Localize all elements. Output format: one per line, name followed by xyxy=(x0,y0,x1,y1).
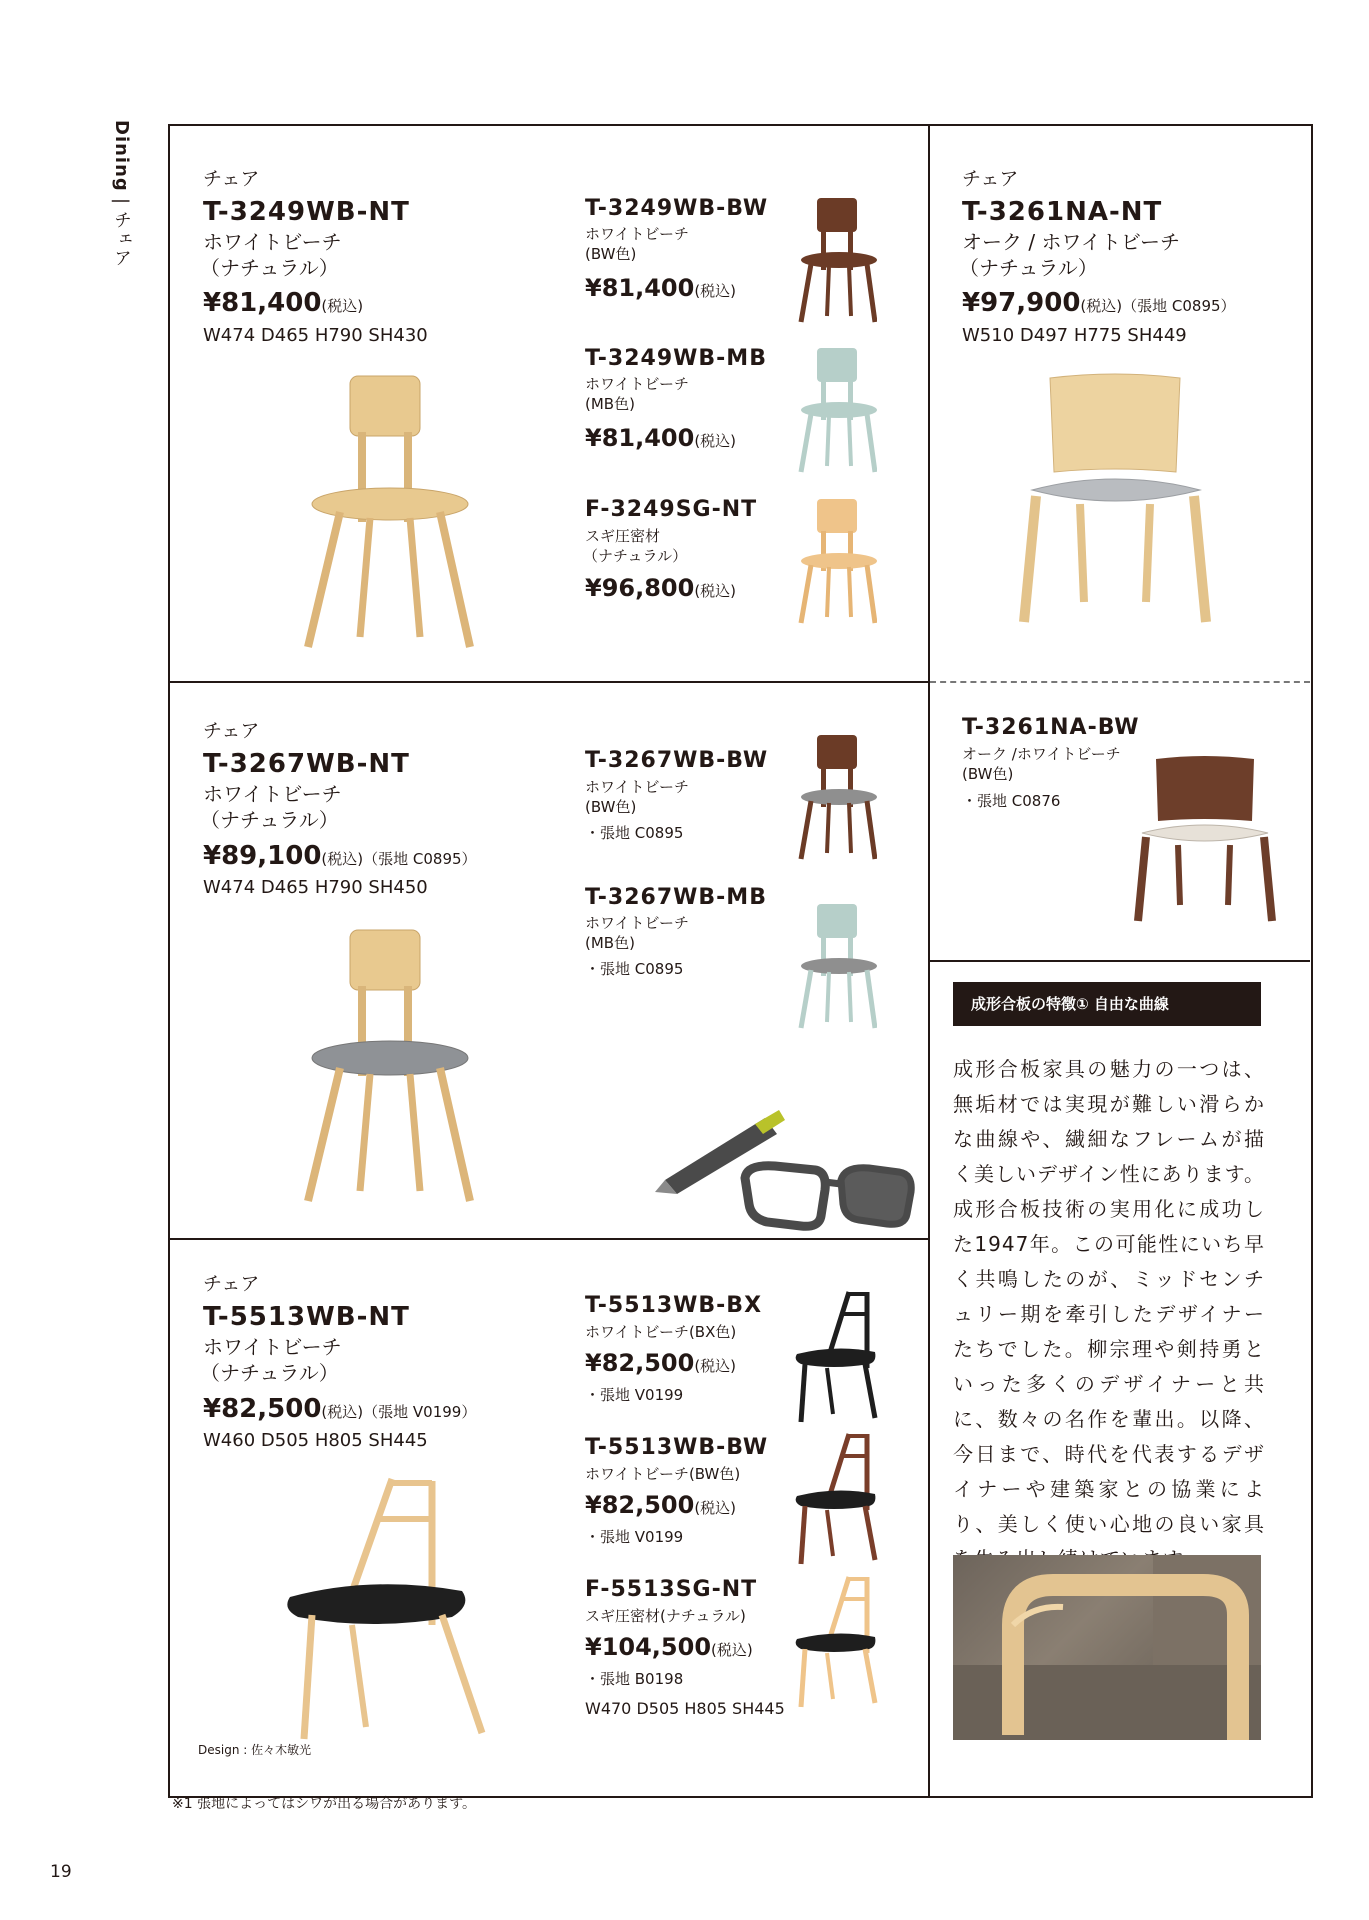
variant-material: ホワイトビーチ xyxy=(585,375,689,393)
variant-code: F-3249SG-NT xyxy=(585,497,758,522)
variant-material: ホワイトビーチ xyxy=(585,778,689,796)
variant-price-value: ¥82,500 xyxy=(585,1491,695,1519)
material-color: （ナチュラル） xyxy=(959,256,1098,280)
variant-price-value: ¥81,400 xyxy=(585,424,695,452)
chair-image xyxy=(290,926,490,1211)
chair-image xyxy=(1010,372,1220,627)
variant-material: ホワイトビーチ(BX色) xyxy=(585,1323,737,1341)
tax-note: (税込) xyxy=(694,282,737,300)
row-divider-1 xyxy=(168,681,930,683)
section-name: Dining xyxy=(111,120,132,192)
tax-note: (税込)（張地 C0895） xyxy=(1080,297,1236,315)
price-value: ¥89,100 xyxy=(203,841,322,871)
price xyxy=(962,288,1236,318)
variant-price-value: ¥96,800 xyxy=(585,574,695,602)
tax-note: (税込)（張地 V0199） xyxy=(321,1403,477,1421)
pen-and-glasses-illustration xyxy=(655,1100,915,1235)
variant-code: T-3249WB-BW xyxy=(585,196,769,221)
row-divider-2 xyxy=(168,1238,930,1240)
variant-material: ホワイトビーチ xyxy=(585,914,689,932)
variant-material: スギ圧密材 xyxy=(585,527,661,545)
variant-material: オーク /ホワイトビーチ xyxy=(962,745,1121,763)
tax-note: (税込) xyxy=(694,432,737,450)
material-color: （ナチュラル） xyxy=(200,1361,339,1385)
dimensions: W510 D497 H775 SH449 xyxy=(962,325,1187,346)
variant-price-value: ¥81,400 xyxy=(585,274,695,302)
fabric-code: ・張地 V0199 xyxy=(585,1528,684,1546)
variant-code: T-5513WB-BW xyxy=(585,1435,769,1460)
price-value: ¥97,900 xyxy=(962,288,1081,318)
designer-credit: Design : 佐々木敏光 xyxy=(198,1743,312,1757)
price xyxy=(203,288,363,318)
chair-image-sg xyxy=(793,1575,878,1710)
material-color: （ナチュラル） xyxy=(200,808,339,832)
fabric-code: ・張地 C0895 xyxy=(585,960,684,978)
variant-code: T-3267WB-BW xyxy=(585,748,769,773)
variant-price-value: ¥104,500 xyxy=(585,1633,712,1661)
chair-image-mb xyxy=(797,902,877,1032)
category-label: チェア xyxy=(203,720,260,742)
product-code: T-3249WB-NT xyxy=(203,197,410,227)
chair-image-bw xyxy=(797,733,877,863)
tax-note: (税込)（張地 C0895） xyxy=(321,850,477,868)
category-label: チェア xyxy=(962,168,1019,190)
variant-material: スギ圧密材(ナチュラル) xyxy=(585,1607,746,1625)
right-divider xyxy=(930,960,1310,962)
tax-note: (税込) xyxy=(711,1641,753,1659)
chair-image xyxy=(290,372,490,657)
variant-color: (MB色) xyxy=(585,934,635,952)
material: ホワイトビーチ xyxy=(203,1335,342,1359)
section-sub: チェア xyxy=(111,210,132,268)
variant-code: T-5513WB-BX xyxy=(585,1293,763,1318)
variant-dimensions: W470 D505 H805 SH445 xyxy=(585,1699,785,1718)
fabric-code: ・張地 C0876 xyxy=(962,792,1061,810)
variant-code: F-5513SG-NT xyxy=(585,1577,758,1602)
material-color: （ナチュラル） xyxy=(200,256,339,280)
feature-heading: 成形合板の特徴① 自由な曲線 xyxy=(953,982,1261,1026)
chair-image-bx xyxy=(793,1290,878,1425)
chair-image-bw xyxy=(797,196,877,326)
variant-color: (BW色) xyxy=(585,798,637,816)
dimensions: W460 D505 H805 SH445 xyxy=(203,1430,428,1451)
tax-note: (税込) xyxy=(694,582,737,600)
price xyxy=(203,841,477,871)
product-code: T-5513WB-NT xyxy=(203,1302,410,1332)
variant-code: T-3249WB-MB xyxy=(585,346,767,371)
dimensions: W474 D465 H790 SH450 xyxy=(203,877,428,898)
price xyxy=(203,1394,476,1424)
price-value: ¥82,500 xyxy=(203,1394,322,1424)
variant-material: ホワイトビーチ(BW色) xyxy=(585,1465,741,1483)
fabric-code: ・張地 V0199 xyxy=(585,1386,684,1404)
variant-code: T-3267WB-MB xyxy=(585,885,767,910)
fabric-code: ・張地 C0895 xyxy=(585,824,684,842)
material: ホワイトビーチ xyxy=(203,782,342,806)
variant-price xyxy=(585,424,736,452)
price-value: ¥81,400 xyxy=(203,288,322,318)
divider: | xyxy=(111,197,132,205)
chair-image-bw xyxy=(793,1432,878,1567)
fabric-code: ・張地 B0198 xyxy=(585,1670,684,1688)
variant-color: (BW色) xyxy=(962,765,1014,783)
variant-price-value: ¥82,500 xyxy=(585,1349,695,1377)
tax-note: (税込) xyxy=(321,297,364,315)
tax-note: (税込) xyxy=(694,1357,737,1375)
variant-price xyxy=(585,274,736,302)
variant-color: （ナチュラル） xyxy=(583,547,688,565)
chair-image-mb xyxy=(797,346,877,476)
product-code: T-3267WB-NT xyxy=(203,749,410,779)
variant-color: (MB色) xyxy=(585,395,635,413)
page-number: 19 xyxy=(50,1862,72,1882)
tax-note: (税込) xyxy=(694,1499,737,1517)
material: ホワイトビーチ xyxy=(203,230,342,254)
dimensions: W474 D465 H790 SH430 xyxy=(203,325,428,346)
chair-image xyxy=(282,1475,497,1745)
feature-text: 成形合板家具の魅力の一つは、無垢材では実現が難しい滑らかな曲線や、繊細なフレームが描く美しいデザイン性にあります。成形合板技術の実用化に成功した1947年。この可能性にいち早く共鳴したのが、ミッドセンチュリー期を牽引したデザイナーたちでした。柳宗理や剣持勇といった多くのデザイナーと共に、数々の名作を輩出。以降、今日まで、時代を代表するデザイナーや建築家との協業により、美しく使い心地の良い家具 xyxy=(953,1057,1265,1536)
variant-price xyxy=(585,574,736,602)
variant-price xyxy=(585,1349,736,1377)
category-label: チェア xyxy=(203,168,260,190)
variant-color: (BW色) xyxy=(585,245,637,263)
variant-price xyxy=(585,1491,736,1519)
product-code: T-3261NA-NT xyxy=(962,197,1163,227)
dashed-divider xyxy=(930,681,1310,683)
footnote: ※1 張地によってはシワが出る場合があります。 xyxy=(172,1796,476,1812)
variant-price xyxy=(585,1633,753,1661)
variant-code: T-3261NA-BW xyxy=(962,715,1140,740)
variant-material: ホワイトビーチ xyxy=(585,225,689,243)
category-label: チェア xyxy=(203,1273,260,1295)
section-label xyxy=(104,120,134,268)
material: オーク / ホワイトビーチ xyxy=(962,230,1181,254)
chair-image-bw xyxy=(1132,755,1277,925)
chair-image-sg xyxy=(797,497,877,627)
armrest-photo xyxy=(953,1555,1261,1740)
